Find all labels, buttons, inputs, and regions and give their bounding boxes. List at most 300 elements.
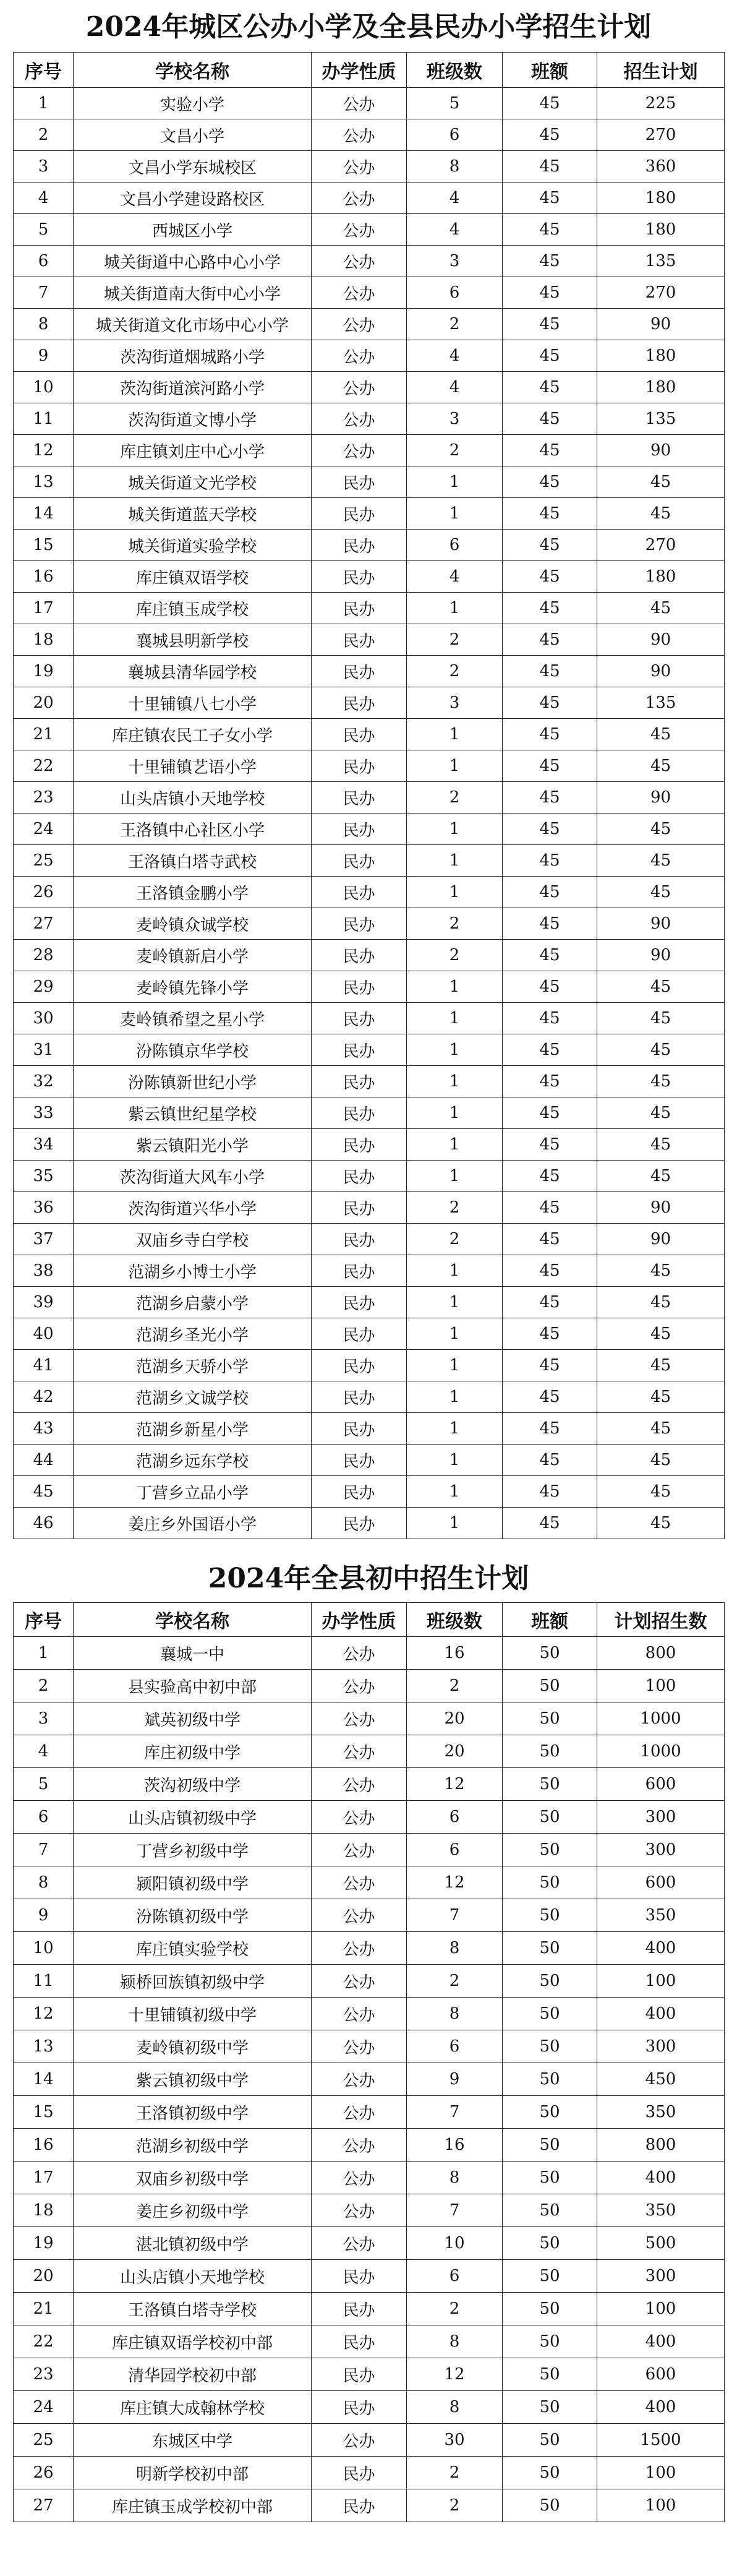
cell-class-size: 45 [503, 246, 597, 277]
cell-school-name: 汾陈镇京华学校 [74, 1034, 312, 1066]
cell-school-type: 民办 [312, 1066, 407, 1097]
cell-enrollment-plan: 270 [597, 277, 725, 309]
cell-class-size: 45 [503, 1318, 597, 1350]
cell-class-count: 1 [407, 1318, 503, 1350]
table-row [14, 1998, 725, 2030]
cell-class-size: 50 [503, 1735, 597, 1768]
cell-class-count: 1 [407, 1161, 503, 1192]
cell-index: 21 [14, 2293, 74, 2325]
table-row [14, 2293, 725, 2325]
cell-class-count: 3 [407, 246, 503, 277]
cell-class-size: 45 [503, 1255, 597, 1287]
cell-school-name: 范湖乡圣光小学 [74, 1318, 312, 1350]
cell-school-name: 文昌小学建设路校区 [74, 182, 312, 214]
table-row [14, 1066, 725, 1097]
cell-class-size: 50 [503, 1899, 597, 1932]
cell-school-name: 十里铺镇初级中学 [74, 1998, 312, 2030]
cell-school-name: 库庄镇农民工子女小学 [74, 719, 312, 750]
cell-class-size: 50 [503, 2129, 597, 2162]
cell-class-count: 12 [407, 1866, 503, 1899]
cell-class-count: 2 [407, 940, 503, 971]
cell-enrollment-plan: 45 [597, 1287, 725, 1318]
cell-index: 27 [14, 908, 74, 940]
cell-school-type: 公办 [312, 2424, 407, 2457]
cell-school-type: 民办 [312, 1350, 407, 1381]
cell-class-count: 1 [407, 845, 503, 877]
cell-class-count: 10 [407, 2227, 503, 2260]
cell-school-type: 民办 [312, 2391, 407, 2424]
cell-school-name: 茨沟街道文博小学 [74, 403, 312, 435]
table-row [14, 246, 725, 277]
cell-school-type: 公办 [312, 1702, 407, 1735]
cell-enrollment-plan: 90 [597, 940, 725, 971]
cell-school-name: 紫云镇世纪星学校 [74, 1097, 312, 1129]
cell-index: 2 [14, 119, 74, 151]
cell-class-count: 6 [407, 530, 503, 561]
cell-class-size: 45 [503, 1381, 597, 1413]
table-row [14, 2424, 725, 2457]
cell-school-type: 公办 [312, 2063, 407, 2096]
cell-index: 5 [14, 1768, 74, 1801]
cell-enrollment-plan: 300 [597, 1801, 725, 1834]
cell-index: 24 [14, 814, 74, 845]
cell-class-size: 50 [503, 1866, 597, 1899]
table-row [14, 1129, 725, 1161]
primary-plan-table [13, 52, 725, 1539]
cell-enrollment-plan: 45 [597, 1066, 725, 1097]
cell-class-count: 1 [407, 1129, 503, 1161]
cell-class-count: 20 [407, 1735, 503, 1768]
cell-school-name: 城关街道南大街中心小学 [74, 277, 312, 309]
cell-class-count: 2 [407, 2489, 503, 2522]
cell-class-count: 2 [407, 908, 503, 940]
cell-enrollment-plan: 45 [597, 593, 725, 624]
cell-school-name: 西城区小学 [74, 214, 312, 246]
cell-school-name: 县实验高中初中部 [74, 1670, 312, 1702]
cell-enrollment-plan: 45 [597, 719, 725, 750]
cell-class-size: 45 [503, 1445, 597, 1476]
cell-index: 7 [14, 277, 74, 309]
cell-enrollment-plan: 600 [597, 1866, 725, 1899]
cell-school-name: 范湖乡启蒙小学 [74, 1287, 312, 1318]
cell-class-size: 45 [503, 624, 597, 656]
cell-index: 12 [14, 1998, 74, 2030]
cell-class-count: 7 [407, 2096, 503, 2129]
cell-school-type: 民办 [312, 2489, 407, 2522]
cell-school-type: 公办 [312, 1932, 407, 1965]
cell-index: 23 [14, 2358, 74, 2391]
cell-school-type: 公办 [312, 182, 407, 214]
cell-class-size: 50 [503, 1637, 597, 1670]
cell-index: 3 [14, 151, 74, 182]
cell-index: 10 [14, 1932, 74, 1965]
cell-school-type: 公办 [312, 246, 407, 277]
cell-school-type: 公办 [312, 340, 407, 372]
cell-enrollment-plan: 800 [597, 1637, 725, 1670]
cell-index: 12 [14, 435, 74, 466]
cell-enrollment-plan: 100 [597, 2293, 725, 2325]
cell-index: 4 [14, 1735, 74, 1768]
cell-enrollment-plan: 45 [597, 466, 725, 498]
cell-school-type: 民办 [312, 1508, 407, 1539]
cell-index: 21 [14, 719, 74, 750]
cell-school-type: 公办 [312, 151, 407, 182]
cell-school-type: 民办 [312, 1318, 407, 1350]
cell-school-name: 库庄初级中学 [74, 1735, 312, 1768]
cell-school-name: 茨沟街道烟城路小学 [74, 340, 312, 372]
header-enrollment-plan: 计划招生数 [597, 1603, 725, 1637]
cell-school-type: 公办 [312, 2129, 407, 2162]
cell-enrollment-plan: 45 [597, 1161, 725, 1192]
cell-index: 1 [14, 88, 74, 119]
cell-index: 19 [14, 2227, 74, 2260]
cell-class-count: 1 [407, 1097, 503, 1129]
cell-school-name: 丁营乡初级中学 [74, 1834, 312, 1866]
table-row [14, 1508, 725, 1539]
cell-class-count: 1 [407, 750, 503, 782]
cell-school-type: 民办 [312, 561, 407, 593]
cell-school-name: 文昌小学东城校区 [74, 151, 312, 182]
header-school-type: 办学性质 [312, 53, 407, 88]
cell-school-name: 王洛镇白塔寺学校 [74, 2293, 312, 2325]
table-row [14, 593, 725, 624]
cell-enrollment-plan: 45 [597, 1508, 725, 1539]
cell-class-count: 12 [407, 1768, 503, 1801]
cell-index: 20 [14, 2260, 74, 2293]
cell-school-name: 襄城一中 [74, 1637, 312, 1670]
cell-school-type: 公办 [312, 1998, 407, 2030]
middle-plan-title: 2024年全县初中招生计划 [208, 1563, 529, 1594]
cell-class-size: 45 [503, 435, 597, 466]
cell-school-type: 民办 [312, 971, 407, 1003]
cell-school-type: 民办 [312, 2457, 407, 2489]
cell-enrollment-plan: 1000 [597, 1702, 725, 1735]
cell-index: 5 [14, 214, 74, 246]
cell-class-size: 50 [503, 2194, 597, 2227]
cell-school-name: 麦岭镇新启小学 [74, 940, 312, 971]
cell-class-count: 2 [407, 1192, 503, 1224]
cell-index: 26 [14, 877, 74, 908]
cell-class-count: 1 [407, 1255, 503, 1287]
cell-school-type: 公办 [312, 2162, 407, 2194]
cell-enrollment-plan: 45 [597, 1381, 725, 1413]
table-row [14, 119, 725, 151]
cell-class-count: 3 [407, 403, 503, 435]
cell-index: 46 [14, 1508, 74, 1539]
cell-class-size: 50 [503, 1932, 597, 1965]
cell-enrollment-plan: 450 [597, 2063, 725, 2096]
cell-class-size: 50 [503, 1801, 597, 1834]
table-row [14, 372, 725, 403]
cell-school-name: 双庙乡寺白学校 [74, 1224, 312, 1255]
cell-school-type: 公办 [312, 1834, 407, 1866]
cell-class-count: 1 [407, 971, 503, 1003]
table-row [14, 624, 725, 656]
cell-school-type: 公办 [312, 2096, 407, 2129]
cell-enrollment-plan: 90 [597, 656, 725, 687]
cell-class-count: 6 [407, 1834, 503, 1866]
cell-school-type: 民办 [312, 1192, 407, 1224]
cell-school-name: 城关街道文光学校 [74, 466, 312, 498]
cell-index: 14 [14, 2063, 74, 2096]
cell-school-name: 茨沟街道滨河路小学 [74, 372, 312, 403]
cell-school-name: 十里铺镇艺语小学 [74, 750, 312, 782]
cell-enrollment-plan: 45 [597, 1034, 725, 1066]
table-row [14, 1381, 725, 1413]
cell-school-type: 民办 [312, 656, 407, 687]
cell-school-type: 公办 [312, 1637, 407, 1670]
cell-class-size: 50 [503, 1768, 597, 1801]
table-row [14, 2129, 725, 2162]
cell-class-size: 45 [503, 340, 597, 372]
cell-index: 15 [14, 530, 74, 561]
cell-school-name: 麦岭镇众诚学校 [74, 908, 312, 940]
cell-school-type: 公办 [312, 2227, 407, 2260]
cell-enrollment-plan: 270 [597, 119, 725, 151]
cell-school-name: 颍阳镇初级中学 [74, 1866, 312, 1899]
table-row [14, 782, 725, 814]
table-row [14, 1287, 725, 1318]
cell-school-type: 公办 [312, 1768, 407, 1801]
cell-class-size: 50 [503, 2162, 597, 2194]
header-enrollment-plan: 招生计划 [597, 53, 725, 88]
cell-enrollment-plan: 45 [597, 877, 725, 908]
table-row [14, 971, 725, 1003]
cell-class-count: 8 [407, 2325, 503, 2358]
cell-index: 8 [14, 1866, 74, 1899]
table-row [14, 1702, 725, 1735]
cell-class-count: 12 [407, 2358, 503, 2391]
table-row [14, 151, 725, 182]
cell-school-name: 范湖乡远东学校 [74, 1445, 312, 1476]
cell-enrollment-plan: 300 [597, 2030, 725, 2063]
table-row [14, 1192, 725, 1224]
cell-class-size: 45 [503, 88, 597, 119]
table-row [14, 1413, 725, 1445]
cell-school-name: 襄城县清华园学校 [74, 656, 312, 687]
cell-school-name: 姜庄乡初级中学 [74, 2194, 312, 2227]
cell-school-type: 民办 [312, 1034, 407, 1066]
cell-school-name: 颍桥回族镇初级中学 [74, 1965, 312, 1998]
cell-class-size: 45 [503, 593, 597, 624]
cell-school-type: 民办 [312, 2325, 407, 2358]
cell-class-count: 1 [407, 498, 503, 530]
cell-school-name: 王洛镇中心社区小学 [74, 814, 312, 845]
cell-school-name: 紫云镇阳光小学 [74, 1129, 312, 1161]
cell-school-name: 姜庄乡外国语小学 [74, 1508, 312, 1539]
table-row [14, 1255, 725, 1287]
cell-index: 1 [14, 1637, 74, 1670]
table-row [14, 2030, 725, 2063]
cell-class-count: 20 [407, 1702, 503, 1735]
cell-enrollment-plan: 600 [597, 1768, 725, 1801]
table-row [14, 1034, 725, 1066]
cell-school-type: 民办 [312, 877, 407, 908]
cell-class-count: 4 [407, 340, 503, 372]
table-row [14, 561, 725, 593]
cell-school-name: 麦岭镇希望之星小学 [74, 1003, 312, 1034]
cell-index: 2 [14, 1670, 74, 1702]
cell-class-count: 30 [407, 2424, 503, 2457]
cell-school-name: 库庄镇玉成学校初中部 [74, 2489, 312, 2522]
table-row [14, 877, 725, 908]
table-row [14, 719, 725, 750]
cell-index: 34 [14, 1129, 74, 1161]
cell-class-count: 6 [407, 1801, 503, 1834]
cell-enrollment-plan: 45 [597, 845, 725, 877]
cell-enrollment-plan: 400 [597, 1932, 725, 1965]
cell-class-size: 45 [503, 182, 597, 214]
cell-enrollment-plan: 100 [597, 1670, 725, 1702]
table-row [14, 1899, 725, 1932]
cell-enrollment-plan: 100 [597, 2489, 725, 2522]
cell-index: 18 [14, 624, 74, 656]
cell-index: 40 [14, 1318, 74, 1350]
cell-class-size: 45 [503, 466, 597, 498]
header-class-count: 班级数 [407, 1603, 503, 1637]
cell-school-name: 范湖乡新星小学 [74, 1413, 312, 1445]
cell-enrollment-plan: 180 [597, 561, 725, 593]
table-row [14, 1670, 725, 1702]
cell-index: 6 [14, 246, 74, 277]
cell-school-type: 公办 [312, 435, 407, 466]
cell-index: 10 [14, 372, 74, 403]
cell-school-type: 民办 [312, 624, 407, 656]
cell-class-count: 7 [407, 1899, 503, 1932]
cell-class-count: 2 [407, 2293, 503, 2325]
table-row [14, 277, 725, 309]
cell-index: 39 [14, 1287, 74, 1318]
cell-school-name: 范湖乡小博士小学 [74, 1255, 312, 1287]
table-row [14, 530, 725, 561]
cell-school-name: 库庄镇大成翰林学校 [74, 2391, 312, 2424]
cell-school-name: 襄城县明新学校 [74, 624, 312, 656]
table-row [14, 2325, 725, 2358]
table-row [14, 814, 725, 845]
header-class-size: 班额 [503, 1603, 597, 1637]
cell-school-type: 公办 [312, 1965, 407, 1998]
cell-enrollment-plan: 350 [597, 2194, 725, 2227]
cell-class-size: 45 [503, 1003, 597, 1034]
cell-school-name: 山头店镇小天地学校 [74, 2260, 312, 2293]
cell-enrollment-plan: 135 [597, 246, 725, 277]
cell-class-count: 2 [407, 309, 503, 340]
cell-enrollment-plan: 45 [597, 1003, 725, 1034]
cell-class-count: 1 [407, 1413, 503, 1445]
cell-school-type: 公办 [312, 1670, 407, 1702]
cell-class-size: 50 [503, 2358, 597, 2391]
cell-index: 37 [14, 1224, 74, 1255]
cell-school-type: 民办 [312, 530, 407, 561]
table-row [14, 1768, 725, 1801]
cell-index: 28 [14, 940, 74, 971]
cell-class-count: 5 [407, 88, 503, 119]
cell-class-size: 45 [503, 877, 597, 908]
cell-enrollment-plan: 45 [597, 750, 725, 782]
cell-enrollment-plan: 90 [597, 782, 725, 814]
table-row [14, 214, 725, 246]
cell-school-name: 十里铺镇八七小学 [74, 687, 312, 719]
header-school-type: 办学性质 [312, 1603, 407, 1637]
cell-class-count: 2 [407, 1670, 503, 1702]
cell-class-size: 45 [503, 1192, 597, 1224]
cell-school-name: 茨沟初级中学 [74, 1768, 312, 1801]
cell-class-size: 45 [503, 1508, 597, 1539]
cell-school-name: 王洛镇金鹏小学 [74, 877, 312, 908]
table-row [14, 1097, 725, 1129]
cell-class-count: 8 [407, 151, 503, 182]
table-row [14, 1350, 725, 1381]
cell-class-size: 45 [503, 750, 597, 782]
cell-enrollment-plan: 45 [597, 1413, 725, 1445]
cell-index: 38 [14, 1255, 74, 1287]
cell-class-count: 4 [407, 182, 503, 214]
cell-school-type: 民办 [312, 466, 407, 498]
cell-school-name: 库庄镇实验学校 [74, 1932, 312, 1965]
cell-index: 9 [14, 340, 74, 372]
cell-school-type: 公办 [312, 214, 407, 246]
cell-school-name: 城关街道蓝天学校 [74, 498, 312, 530]
cell-class-size: 45 [503, 782, 597, 814]
cell-school-type: 民办 [312, 750, 407, 782]
table-row [14, 908, 725, 940]
cell-index: 13 [14, 2030, 74, 2063]
cell-index: 8 [14, 309, 74, 340]
cell-enrollment-plan: 225 [597, 88, 725, 119]
cell-class-count: 1 [407, 1445, 503, 1476]
cell-class-count: 4 [407, 214, 503, 246]
cell-school-type: 民办 [312, 687, 407, 719]
cell-school-type: 民办 [312, 782, 407, 814]
header-index: 序号 [14, 53, 74, 88]
header-school-name: 学校名称 [74, 53, 312, 88]
table-row [14, 940, 725, 971]
header-school-name: 学校名称 [74, 1603, 312, 1637]
cell-index: 44 [14, 1445, 74, 1476]
cell-school-type: 民办 [312, 814, 407, 845]
cell-school-type: 公办 [312, 277, 407, 309]
cell-enrollment-plan: 45 [597, 1255, 725, 1287]
cell-class-count: 3 [407, 687, 503, 719]
table-row [14, 2489, 725, 2522]
table-row [14, 1801, 725, 1834]
cell-school-type: 民办 [312, 908, 407, 940]
cell-class-count: 6 [407, 2030, 503, 2063]
cell-class-count: 8 [407, 2391, 503, 2424]
cell-school-type: 民办 [312, 1097, 407, 1129]
cell-index: 22 [14, 750, 74, 782]
cell-class-size: 45 [503, 214, 597, 246]
cell-school-type: 民办 [312, 940, 407, 971]
table-row [14, 2358, 725, 2391]
cell-class-count: 1 [407, 1066, 503, 1097]
cell-enrollment-plan: 45 [597, 1476, 725, 1508]
cell-enrollment-plan: 45 [597, 1129, 725, 1161]
cell-class-size: 50 [503, 1670, 597, 1702]
cell-index: 7 [14, 1834, 74, 1866]
cell-class-size: 50 [503, 2260, 597, 2293]
cell-school-type: 民办 [312, 1161, 407, 1192]
cell-school-type: 公办 [312, 2194, 407, 2227]
cell-enrollment-plan: 180 [597, 372, 725, 403]
table-row [14, 1003, 725, 1034]
cell-school-name: 丁营乡立品小学 [74, 1476, 312, 1508]
cell-enrollment-plan: 400 [597, 2391, 725, 2424]
cell-school-name: 斌英初级中学 [74, 1702, 312, 1735]
cell-enrollment-plan: 300 [597, 2260, 725, 2293]
table-row [14, 435, 725, 466]
cell-class-size: 45 [503, 1224, 597, 1255]
